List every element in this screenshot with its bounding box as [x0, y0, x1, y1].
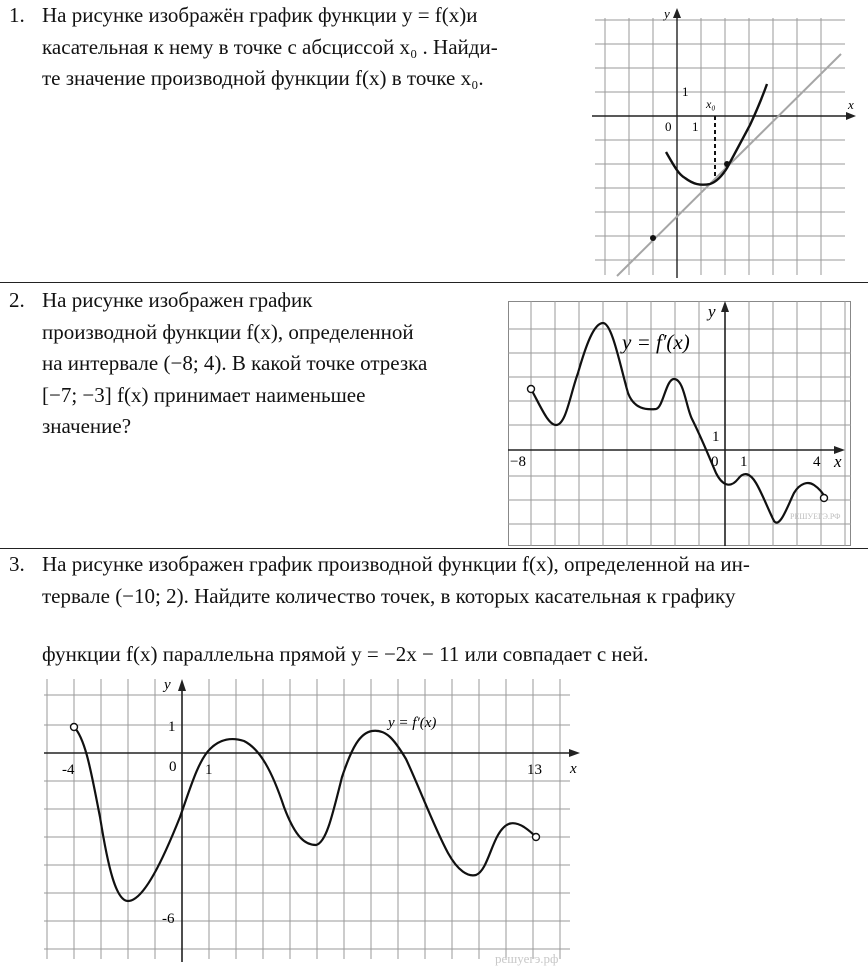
text-line: На рисунке изображён график функции y = f(x)и — [42, 3, 478, 27]
problem-number: 3. — [9, 552, 25, 576]
tick-label-x1: 1 — [205, 762, 213, 778]
problem-number: 1. — [9, 3, 25, 27]
problem-text — [42, 0, 587, 95]
open-endpoint-left — [528, 386, 535, 393]
text-line: тервале (−10; 2). Найдите количество точек, в которых касательная к графику — [42, 583, 736, 608]
x-axis-label: x — [570, 761, 577, 777]
problem-text — [42, 549, 868, 671]
y-axis-label: y — [164, 677, 171, 693]
grid — [595, 18, 845, 275]
tick-label-x0: x₀ — [706, 97, 716, 111]
y-axis-arrow — [178, 679, 186, 691]
watermark: решуегэ.рф — [495, 951, 559, 966]
y-axis-arrow — [721, 301, 729, 312]
text-line: функции f(x) параллельна прямой y = −2x − 11 или совпадает с ней. — [42, 642, 649, 666]
tick-label-y1: 1 — [168, 719, 176, 735]
chart-2 — [508, 283, 853, 547]
chart-1 — [590, 0, 868, 282]
open-endpoint-left — [71, 724, 78, 731]
function-curve — [666, 84, 767, 185]
curve-label: y = f′(x) — [388, 715, 437, 731]
tick-label-origin: 0 — [665, 119, 672, 134]
x-axis-label: x — [848, 97, 854, 112]
tick-label-x-max: 4 — [813, 454, 821, 470]
x-axis-label: x — [834, 452, 842, 471]
line-point — [650, 235, 656, 241]
x-axis-arrow — [569, 749, 580, 757]
problem-1 — [0, 0, 868, 282]
text-line: касательная к нему в точке с абсциссой x₀ . Найди- — [42, 34, 498, 59]
text-line: на интервале (−8; 4). В какой точке отрезка — [42, 351, 428, 375]
problem-3 — [0, 549, 868, 969]
watermark: РЕШУЕГЭ.РФ — [790, 512, 841, 521]
tick-label-y1: 1 — [682, 84, 689, 99]
text-line: [−7; −3] f(x) принимает наименьшее — [42, 382, 366, 407]
tick-label-x1: 1 — [740, 454, 748, 470]
grid — [44, 679, 570, 959]
open-endpoint-right — [821, 495, 828, 502]
tick-label-origin: 0 — [711, 454, 719, 470]
problem-number: 2. — [9, 288, 25, 312]
y-axis-label: y — [708, 302, 716, 321]
open-endpoint-right — [533, 834, 540, 841]
tick-label-origin: 0 — [169, 759, 177, 775]
y-axis-arrow — [673, 8, 681, 18]
chart-3 — [40, 667, 595, 967]
text-line: На рисунке изображен график — [42, 288, 313, 312]
tick-label-x-min: −8 — [510, 454, 526, 470]
y-axis-label: y — [664, 6, 670, 21]
tick-label-y1: 1 — [712, 429, 720, 445]
text-line: На рисунке изображен график производной функции f(x), определенной на ин- — [42, 552, 750, 576]
curve-label: y = f′(x) — [622, 330, 690, 354]
tick-label-x-min: -4 — [62, 762, 75, 778]
tick-label-x-max: 13 — [527, 762, 542, 778]
tick-label-y-min: -6 — [162, 911, 175, 927]
tick-label-x1: 1 — [692, 119, 699, 134]
text-line: производной функции f(x), определенной — [42, 319, 414, 344]
x-axis-arrow — [846, 112, 856, 120]
text-line: значение? — [42, 414, 132, 438]
text-line: те значение производной функции f(x) в точке x₀. — [42, 66, 484, 90]
problem-2 — [0, 283, 868, 547]
tangent-point — [724, 161, 730, 167]
problem-text — [42, 285, 497, 443]
